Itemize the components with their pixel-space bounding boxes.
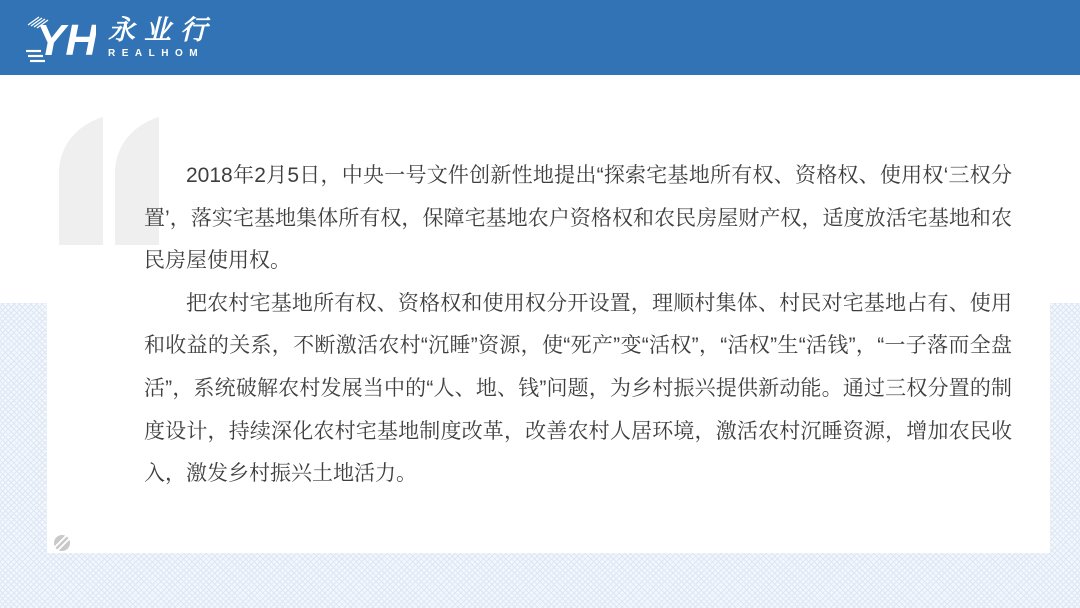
company-logo bbox=[26, 13, 216, 63]
body-text bbox=[144, 155, 1012, 496]
paragraph-1: 2018年2月5日，中央一号文件创新性地提出“探索宅基地所有权、资格权、使用权‘三权分置’，落实宅基地集体所有权，保障宅基地农户资格权和农民房屋财产权，适度放活宅基地和农民房屋使用权。 bbox=[144, 164, 1012, 273]
logo-name-chinese: 永业行 bbox=[108, 15, 216, 46]
logo-name-english: REALHOM bbox=[108, 47, 205, 59]
svg-text:YH: YH bbox=[36, 15, 96, 63]
broken-image-placeholder-icon bbox=[54, 535, 70, 551]
content-card bbox=[47, 75, 1050, 553]
logo-mark-icon bbox=[26, 13, 96, 63]
header-bar bbox=[0, 0, 1080, 75]
paragraph-2: 把农村宅基地所有权、资格权和使用权分开设置，理顺村集体、村民对宅基地占有、使用和收益的关系，不断激活农村“沉睡”资源，使“死产”变“活权”，“活权”生“活钱”，“一子落而全盘活”，系统破解农村发展当中的“人、地、钱”问题，为乡村振兴提供新动能。通过三权分置的制度设计，持续深化农村宅基地制度改革，改善农村人居环境，激活农村沉睡资源，增加农民收入，激发乡村振兴土地活力。 bbox=[144, 291, 1012, 486]
logo-names bbox=[108, 16, 216, 58]
